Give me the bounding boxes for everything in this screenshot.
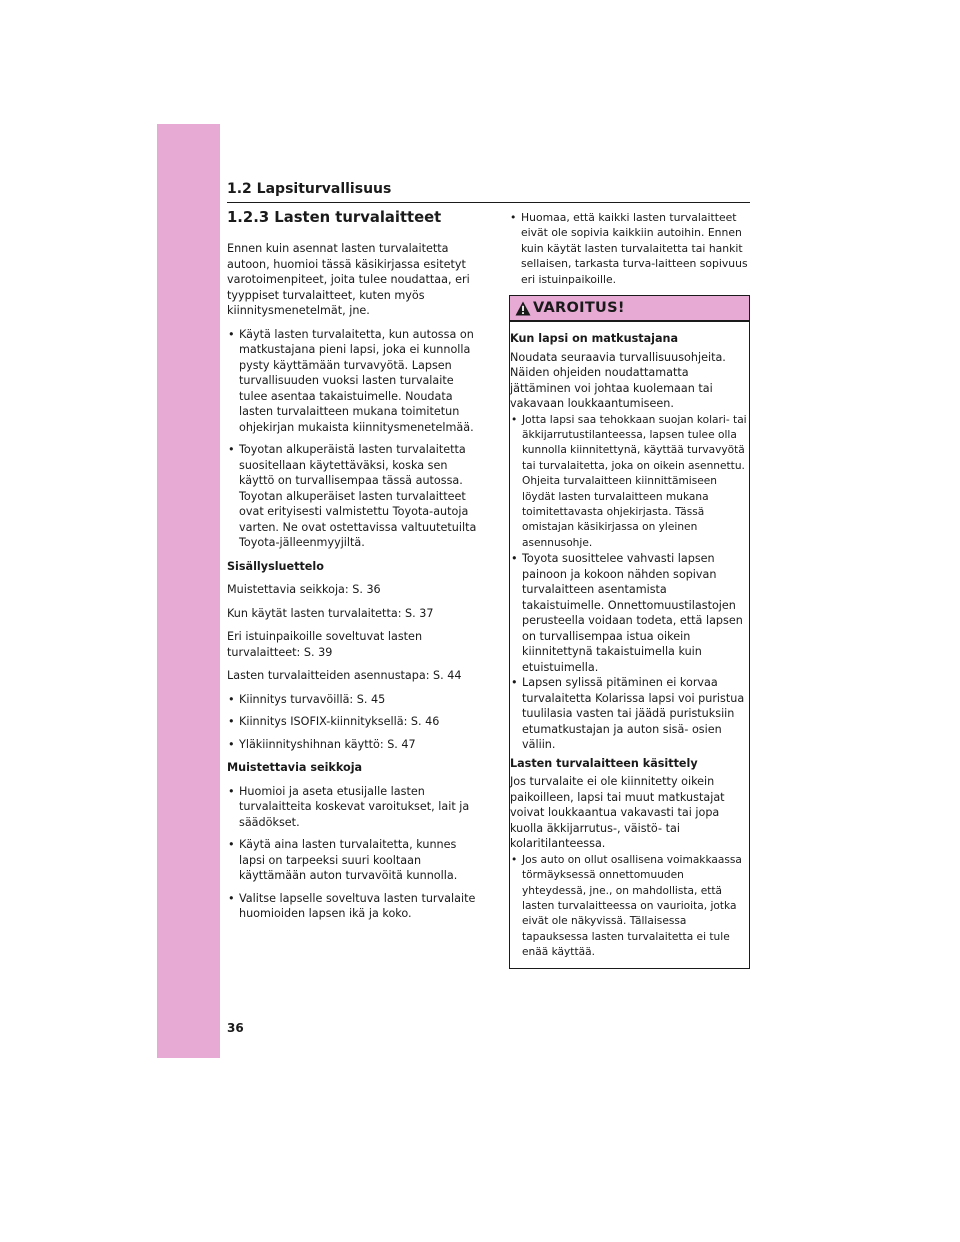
left-column <box>227 206 479 930</box>
toc-link-top-tether[interactable]: • Yläkiinnityshihnan käyttö: S. 47 <box>227 737 479 753</box>
page-title: 1.2.3 Lasten turvalaitteet <box>227 209 442 226</box>
warning-subheading-child: Kun lapsi on matkustajana <box>510 332 679 346</box>
section-title: 1.2 Lapsiturvallisuus <box>227 181 392 197</box>
compatibility-note-list <box>509 210 750 287</box>
list-item: • Huomaa, että kaikki lasten turvalaitteet eivät ole sopivia kaikkiin autoihin. Ennen kuin käytät lasten turvalaitetta tai hankit sellaisen, tarkasta turva-laitteen sopivuus eri istuinpaikoille. <box>509 210 750 287</box>
warning-bullet-list <box>510 413 749 753</box>
remember-heading: Muistettavia seikkoja <box>227 761 363 774</box>
list-item: • Käytä aina lasten turvalaitetta, kunnes lapsi on tarpeeksi suuri kooltaan käyttämään auton turvavöitä kunnolla. <box>227 837 479 884</box>
toc-heading: Sisällysluettelo <box>227 559 324 573</box>
toc-link-seating[interactable]: Eri istuinpaikoille soveltuvat lasten turvalaitteet: S. 39 <box>227 630 423 659</box>
warning-bullet-list <box>510 853 749 961</box>
list-item: • Jotta lapsi saa tehokkaan suojan kolari- tai äkkijarrutustilanteessa, lapsen tulee olla kunnolla kiinnitettynä, käyttää turvavyötä tai turvalaitetta, joka on oikein asennettu. Ohjeita turvalaitteen kiinnittämiseen löydät lasten turvalaitteen mukana toimitettavasta ohjekirjasta. Tässä omistajan käsikirjassa on yleinen asennusohje. <box>510 413 749 552</box>
page-number: 36 <box>227 1021 244 1035</box>
warning-triangle-icon <box>515 301 531 316</box>
toc-link-isofix[interactable]: • Kiinnitys ISOFIX-kiinnityksellä: S. 46 <box>227 714 479 730</box>
list-item: • Toyota suosittelee vahvasti lapsen painoon ja kokoon nähden sopivan turvalaitteen asentamista takaistuimelle. Onnettomuustilastojen perusteella voidaan todeta, että lapsen on turvallisempaa istua oikein kiinnitettynä takaistuimella kuin etuistuimella. <box>510 551 749 675</box>
list-item: • Toyotan alkuperäistä lasten turvalaitetta suositellaan käytettäväksi, koska sen käyttö on turvallisempaa tässä autossa. Toyotan alkuperäiset lasten turvalaitteet ovat erityisesti valmistettu Toyota-autoja varten. Ne ovat ostettavissa valtuutetuilta Toyota-jälleenmyyjiltä. <box>227 442 479 551</box>
list-item: • Valitse lapselle soveltuva lasten turvalaite huomioiden lapsen ikä ja koko. <box>227 891 479 922</box>
list-item: • Jos auto on ollut osallisena voimakkaassa törmäyksessä onnettomuuden yhteydessä, jne., on mahdollista, että lasten turvalaitteessa on vaurioita, jotka eivät ole näkyvissä. Tällaisessa tapauksessa lasten turvalaitetta ei tule enää käyttää. <box>510 853 749 961</box>
list-item: • Huomioi ja aseta etusijalle lasten turvalaitteita koskevat varoitukset, lait ja säädökset. <box>227 784 479 831</box>
section-header <box>227 178 750 203</box>
toc-link-installation[interactable]: Lasten turvalaitteiden asennustapa: S. 44 <box>227 669 462 682</box>
warning-paragraph: Noudata seuraavia turvallisuusohjeita. Näiden ohjeiden noudattamatta jättäminen voi johtaa kuolemaan tai vakavaan loukkaantumiseen. <box>510 350 726 411</box>
toc-link-seatbelt[interactable]: • Kiinnitys turvavöillä: S. 45 <box>227 692 479 708</box>
toc-sub-list <box>227 692 479 753</box>
intro-bullet-list <box>227 327 479 551</box>
toc-link-using[interactable]: Kun käytät lasten turvalaitetta: S. 37 <box>227 606 434 620</box>
remember-bullet-list <box>227 784 479 922</box>
warning-subheading-handling: Lasten turvalaitteen käsittely <box>510 756 698 770</box>
warning-box <box>509 295 750 969</box>
right-column <box>509 210 750 969</box>
toc-link-remember[interactable]: Muistettavia seikkoja: S. 36 <box>227 583 381 596</box>
list-item: • Lapsen sylissä pitäminen ei korvaa turvalaitetta Kolarissa lapsi voi puristua tuulilasia vasten tai jäädä puristuksiin etumatkustajan ja auton sisä- osien väliin. <box>510 675 749 753</box>
warning-paragraph: Jos turvalaite ei ole kiinnitetty oikein paikoilleen, lapsi tai muut matkustajat voivat loukkaantua vakavasti tai jopa kuolla äkkijarrutus-, väistö- tai kolaritilanteessa. <box>510 775 725 851</box>
warning-body <box>510 322 749 968</box>
list-item: • Käytä lasten turvalaitetta, kun autossa on matkustajana pieni lapsi, joka ei kunnolla pysty käyttämään turvavyötä. Lapsen turvallisuuden vuoksi lasten turvalaite tulee asentaa takaistuimelle. Noudata lasten turvalaitteen mukana toimitetun ohjekirjan mukaista kiinnitysmenetelmää. <box>227 327 479 436</box>
side-color-band <box>157 124 220 1058</box>
warning-title: VAROITUS! <box>533 300 625 317</box>
warning-header <box>510 296 749 322</box>
intro-paragraph: Ennen kuin asennat lasten turvalaitetta autoon, huomioi tässä käsikirjassa esitetyt varotoimenpiteet, joita tulee noudattaa, eri tyyppiset turvalaitteet, kuten myös kiinnitysmenetelmät, jne. <box>227 242 470 317</box>
